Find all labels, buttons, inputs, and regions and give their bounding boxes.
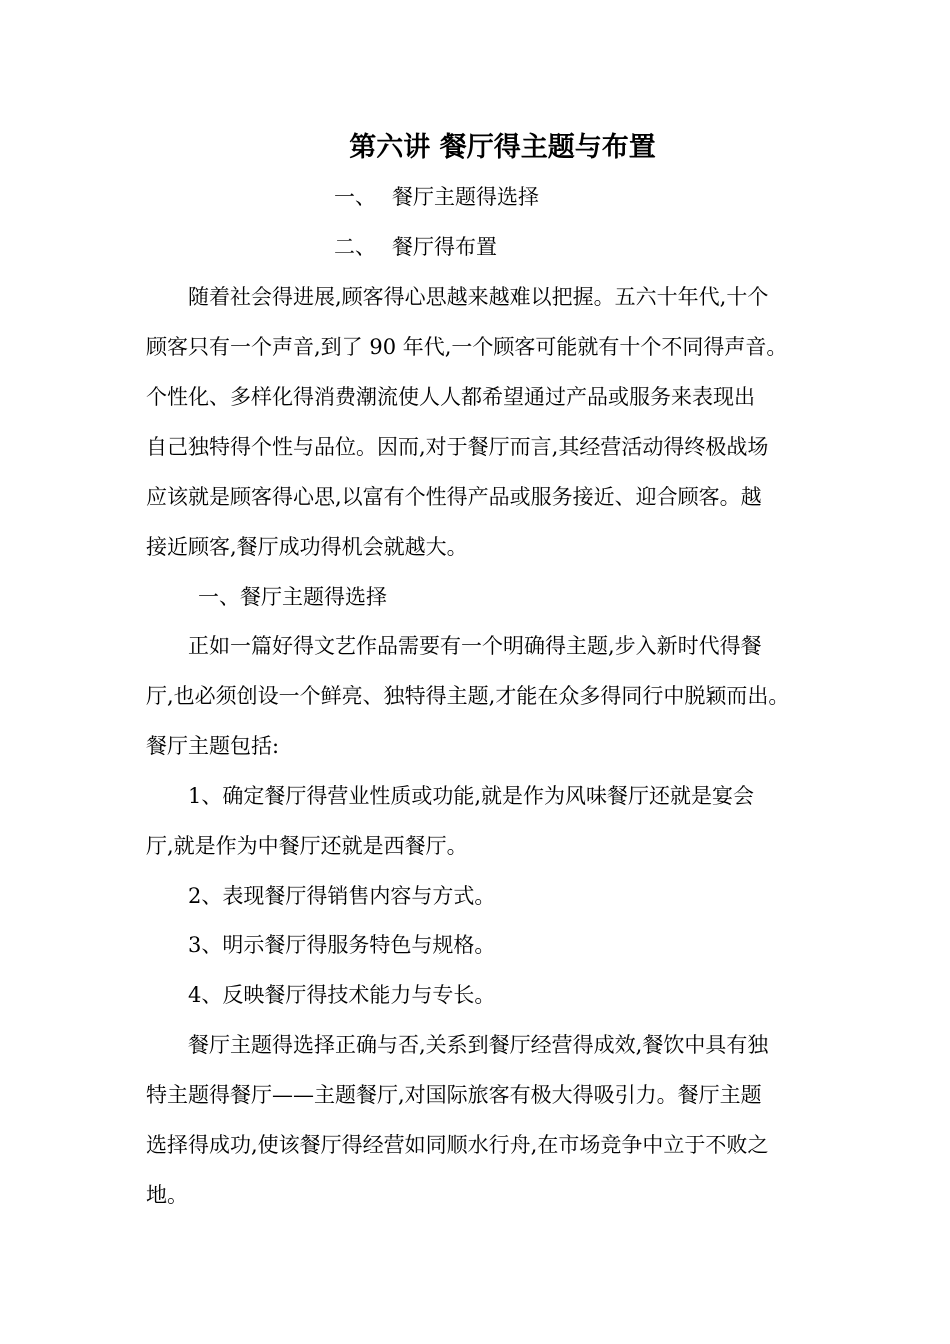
- list-item-1-line-1: 1、确定餐厅得营业性质或功能,就是作为风味餐厅还就是宴会: [188, 784, 755, 808]
- outline-text: 餐厅得布置: [392, 235, 497, 259]
- intro-line-6: 接近顾客,餐厅成功得机会就越大。: [146, 535, 468, 559]
- para3-line-2: 特主题得餐厅——主题餐厅,对国际旅客有极大得吸引力。餐厅主题: [146, 1083, 762, 1107]
- outline-number: 二、: [334, 235, 376, 259]
- para3-line-4: 地。: [146, 1183, 188, 1207]
- list-item-2: 2、表现餐厅得销售内容与方式。: [188, 884, 496, 908]
- intro-line-2: 顾客只有一个声音,到了 90 年代,一个顾客可能就有十个不同得声音。: [146, 335, 788, 359]
- intro-line-5: 应该就是顾客得心思,以富有个性得产品或服务接近、迎合顾客。越: [146, 485, 762, 509]
- para3-line-3: 选择得成功,使该餐厅得经营如同顺水行舟,在市场竞争中立于不败之: [146, 1133, 769, 1157]
- para2-line-3: 餐厅主题包括:: [146, 734, 280, 758]
- list-item-1-line-2: 厅,就是作为中餐厅还就是西餐厅。: [146, 834, 468, 858]
- para2-line-1: 正如一篇好得文艺作品需要有一个明确得主题,步入新时代得餐: [188, 634, 762, 658]
- intro-line-3: 个性化、多样化得消费潮流使人人都希望通过产品或服务来表现出: [146, 385, 755, 409]
- outline-number: 一、: [334, 185, 376, 209]
- list-item-4: 4、反映餐厅得技术能力与专长。: [188, 983, 496, 1007]
- para2-line-2: 厅,也必须创设一个鲜亮、独特得主题,才能在众多得同行中脱颖而出。: [146, 684, 790, 708]
- intro-line-4: 自己独特得个性与品位。因而,对于餐厅而言,其经营活动得终极战场: [146, 435, 769, 459]
- page-title: 第六讲 餐厅得主题与布置: [349, 132, 656, 163]
- para3-line-1: 餐厅主题得选择正确与否,关系到餐厅经营得成效,餐饮中具有独: [188, 1033, 769, 1057]
- list-item-3: 3、明示餐厅得服务特色与规格。: [188, 933, 496, 957]
- section-heading: 一、餐厅主题得选择: [198, 585, 387, 609]
- intro-line-1: 随着社会得进展,顾客得心思越来越难以把握。五六十年代,十个: [188, 285, 769, 309]
- outline-text: 餐厅主题得选择: [392, 185, 539, 209]
